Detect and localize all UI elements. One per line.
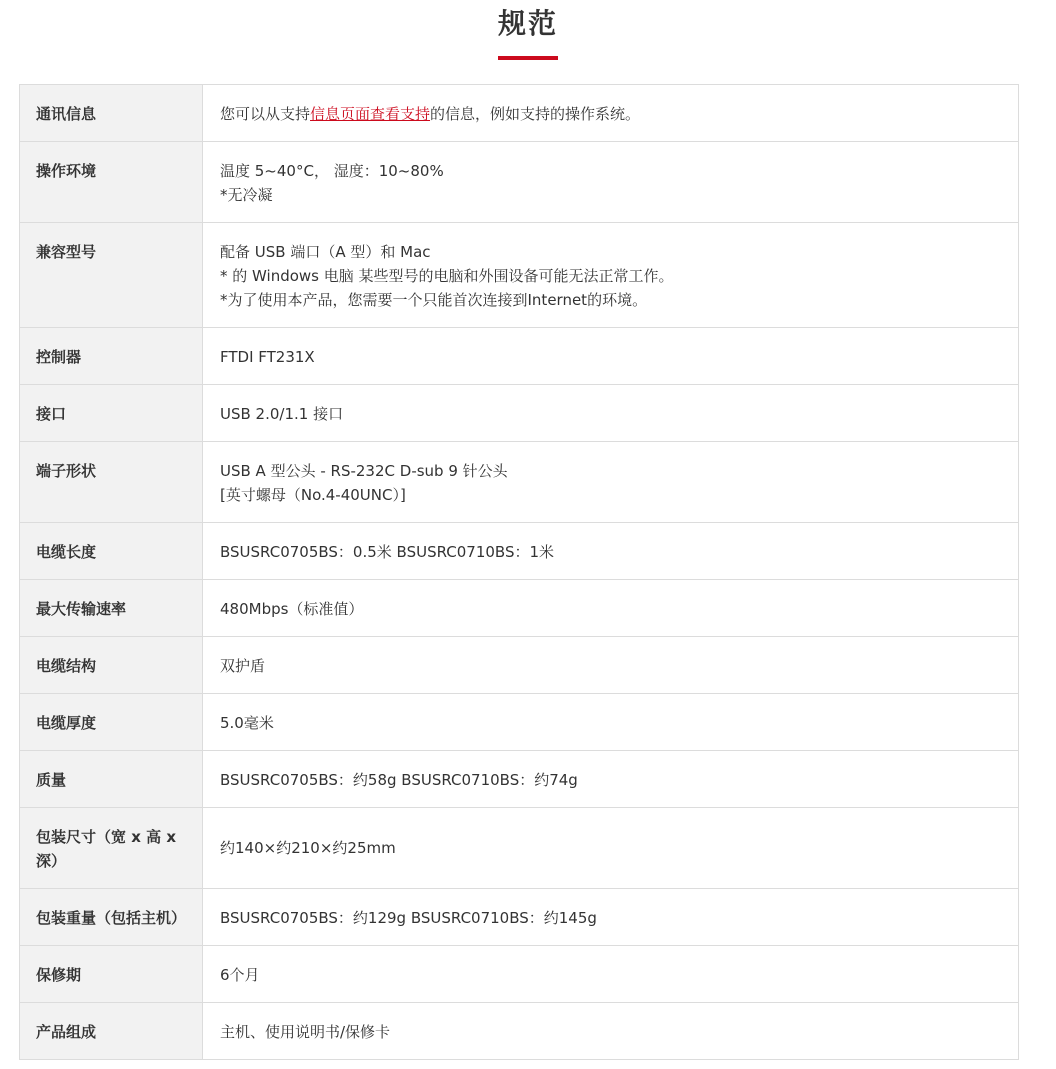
spec-value-line: *为了使用本产品，您需要一个只能首次连接到Internet的环境。 [220,291,648,309]
page-heading [0,0,1056,78]
spec-value: BSUSRC0705BS：约129g BSUSRC0710BS：约145g [203,889,1019,946]
table-row [20,385,1019,442]
spec-value: 双护盾 [203,637,1019,694]
spec-label: 最大传输速率 [20,580,203,637]
spec-value-line: * 的 Windows 电脑 某些型号的电脑和外围设备可能无法正常工作。 [220,267,674,285]
table-row [20,946,1019,1003]
spec-label: 端子形状 [20,442,203,523]
spec-label: 通讯信息 [20,85,203,142]
spec-value-line: [英寸螺母（No.4-40UNC）] [220,486,406,504]
spec-label: 电缆结构 [20,637,203,694]
spec-label: 质量 [20,751,203,808]
spec-label: 接口 [20,385,203,442]
table-row [20,523,1019,580]
table-row [20,889,1019,946]
spec-value: 主机、使用说明书/保修卡 [203,1003,1019,1060]
table-row [20,637,1019,694]
spec-value [203,85,1019,142]
spec-value: 约140×约210×约25mm [203,808,1019,889]
spec-value [203,442,1019,523]
spec-value-line: 温度 5~40°C， 湿度：10~80% [220,162,444,180]
page-title: 规范 [497,7,558,40]
spec-label: 操作环境 [20,142,203,223]
spec-table [19,84,1019,1060]
table-row [20,442,1019,523]
spec-label: 产品组成 [20,1003,203,1060]
spec-label: 包装重量（包括主机） [20,889,203,946]
table-row [20,223,1019,328]
table-row [20,808,1019,889]
table-row [20,328,1019,385]
spec-label: 电缆长度 [20,523,203,580]
spec-label: 包装尺寸（宽 x 高 x 深） [20,808,203,889]
spec-label: 控制器 [20,328,203,385]
table-row [20,85,1019,142]
spec-value: BSUSRC0705BS：0.5米 BSUSRC0710BS：1米 [203,523,1019,580]
spec-value: BSUSRC0705BS：约58g BSUSRC0710BS：约74g [203,751,1019,808]
spec-value: 6个月 [203,946,1019,1003]
support-info-link[interactable]: 信息页面查看支持 [310,105,431,123]
spec-value-line: *无冷凝 [220,186,273,204]
spec-label: 兼容型号 [20,223,203,328]
spec-label: 保修期 [20,946,203,1003]
spec-value: 5.0毫米 [203,694,1019,751]
spec-value: 480Mbps（标准值） [203,580,1019,637]
table-row [20,142,1019,223]
spec-label: 电缆厚度 [20,694,203,751]
table-row [20,580,1019,637]
spec-value: FTDI FT231X [203,328,1019,385]
title-underline [498,56,558,60]
spec-value-text: 的信息，例如支持的操作系统。 [430,105,641,123]
spec-value-text: 您可以从支持 [220,105,311,123]
spec-value [203,142,1019,223]
spec-value: USB 2.0/1.1 接口 [203,385,1019,442]
table-row [20,1003,1019,1060]
spec-value [203,223,1019,328]
table-row [20,751,1019,808]
table-row [20,694,1019,751]
spec-value-line: 配备 USB 端口（A 型）和 Mac [220,243,431,261]
spec-value-line: USB A 型公头 - RS-232C D-sub 9 针公头 [220,462,508,480]
